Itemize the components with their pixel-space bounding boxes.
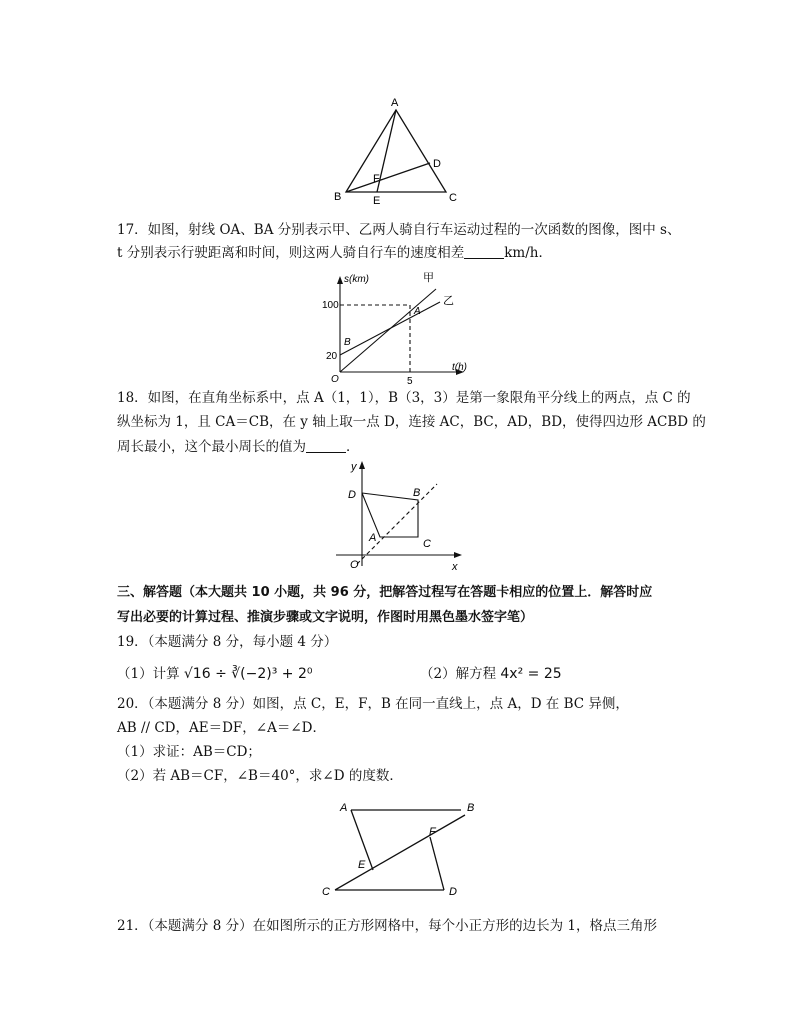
q17-unit: km/h． (504, 245, 552, 261)
triangle-figure-16 (0, 0, 794, 210)
label-c20: C (322, 886, 330, 898)
t-axis-label: t(h) (452, 362, 467, 373)
q19-part2-label: （2）解方程 (420, 666, 497, 682)
q19-part1 (117, 664, 313, 684)
q21-line1: 21．（本题满分 8 分）在如图所示的正方形网格中，每个小正方形的边长为 1，格点三角形 (117, 918, 657, 934)
line-jia-label: 甲 (423, 272, 434, 284)
q19-part2-expression: 4x² = 25 (500, 666, 562, 682)
y-axis-label: y (351, 461, 357, 473)
x-axis-label: x (452, 561, 458, 573)
label-b: B (334, 191, 342, 203)
label-f20: F (429, 826, 436, 838)
y-tick-100: 100 (322, 300, 339, 311)
q17-line1: 17．如图，射线 OA、BA 分别表示甲、乙两人骑自行车运动过程的一次函数的图像，图中 s、 (117, 222, 681, 238)
q17-line2 (117, 243, 552, 263)
y-tick-20: 20 (326, 351, 338, 362)
point-c18-label: C (423, 538, 431, 550)
section3-line2: 写出必要的计算过程、推演步骤或文字说明，作图时用黑色墨水签字笔） (117, 610, 534, 625)
point-a18-label: A (369, 532, 377, 544)
origin-label: O (331, 374, 339, 385)
answer-blank-17 (464, 244, 504, 259)
label-a: A (391, 97, 399, 109)
q17-line2-text: t 分别表示行驶距离和时间，则这两人骑自行车的速度相差 (117, 245, 465, 261)
q19-part2 (420, 664, 562, 684)
line-yi-label: 乙 (443, 295, 454, 307)
geometry-figure-20 (0, 795, 794, 905)
section3-line1: 三、解答题（本大题共 10 小题，共 96 分，把解答过程写在答题卡相应的位置上．解答时应 (117, 585, 653, 600)
label-a20: A (340, 802, 348, 814)
origin-o-label: O (350, 559, 359, 571)
q18-end: ． (346, 439, 360, 455)
q20-line1: 20．（本题满分 8 分）如图，点 C，E，F，B 在同一直线上，点 A，D 在 BC 异侧， (117, 696, 629, 712)
s-axis-label: s(km) (344, 274, 369, 285)
label-d20: D (449, 886, 457, 898)
q20-line2: AB // CD，AE＝DF，∠A＝∠D． (117, 720, 326, 736)
label-f: F (373, 173, 380, 185)
answer-blank-18 (306, 438, 346, 453)
coordinate-figure-18 (0, 458, 794, 578)
label-d: D (433, 158, 441, 170)
label-e20: E (358, 859, 366, 871)
q18-line2: 纵坐标为 1，且 CA＝CB，在 y 轴上取一点 D，连接 AC，BC，AD，BD，使得四边形 ACBD 的 (117, 414, 706, 430)
point-b-label: B (344, 337, 351, 348)
q18-line1: 18．如图，在直角坐标系中，点 A（1，1），B（3，3）是第一象限角平分线上的两点，点 C 的 (117, 390, 691, 406)
label-c: C (449, 192, 457, 204)
x-tick-5: 5 (407, 376, 413, 387)
q18-line3 (117, 437, 360, 457)
q19-heading: 19．（本题满分 8 分，每小题 4 分） (117, 634, 338, 650)
q20-part2: （2）若 AB＝CF，∠B＝40°，求∠D 的度数． (117, 768, 403, 784)
q20-part1: （1）求证：AB＝CD； (117, 744, 261, 760)
q19-part1-label: （1）计算 (117, 666, 180, 682)
distance-time-graph-17 (0, 262, 794, 387)
label-e: E (373, 195, 381, 207)
point-d18-label: D (348, 489, 356, 501)
label-b20: B (467, 802, 475, 814)
point-a-label: A (414, 306, 421, 317)
point-b18-label: B (413, 487, 421, 499)
q19-part1-expression: √16 ÷ ∛(−2)³ + 2⁰ (183, 666, 313, 682)
q18-line3-text: 周长最小，这个最小周长的值为 (117, 439, 306, 455)
